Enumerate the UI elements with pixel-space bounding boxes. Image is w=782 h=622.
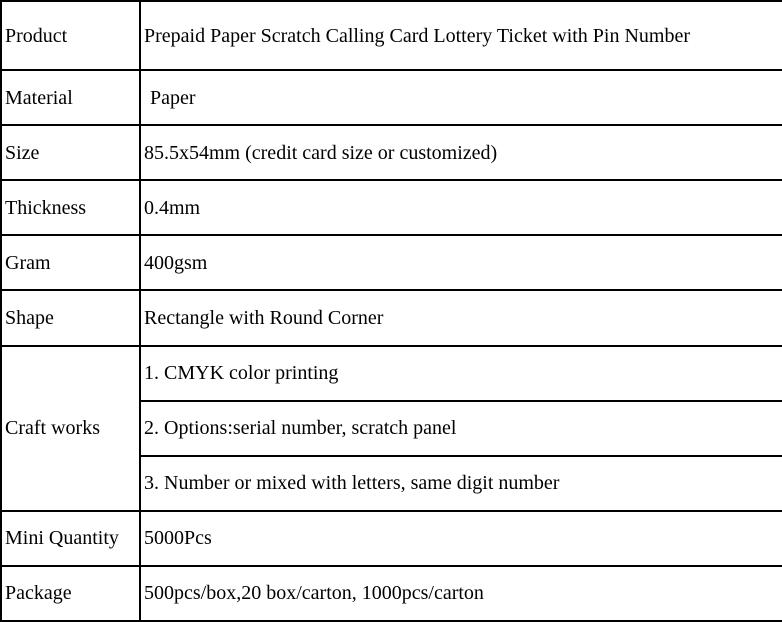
spec-row-material	[1, 70, 782, 125]
spec-row-package	[1, 566, 782, 621]
spec-value-craft-works-2: 2. Options:serial number, scratch panel	[140, 401, 782, 456]
spec-label-product: Product	[1, 1, 140, 70]
spec-value-package: 500pcs/box,20 box/carton, 1000pcs/carton	[140, 566, 782, 621]
spec-value-gram: 400gsm	[140, 235, 782, 290]
spec-label-package: Package	[1, 566, 140, 621]
spec-label-craft-works: Craft works	[1, 346, 140, 511]
spec-row-size	[1, 125, 782, 180]
spec-label-thickness: Thickness	[1, 180, 140, 235]
spec-row-craft-works-1	[1, 346, 782, 401]
spec-row-shape	[1, 290, 782, 345]
spec-value-thickness: 0.4mm	[140, 180, 782, 235]
spec-row-mini-quantity	[1, 511, 782, 566]
spec-value-craft-works-3: 3. Number or mixed with letters, same digit number	[140, 456, 782, 511]
spec-row-product	[1, 1, 782, 70]
spec-label-mini-quantity: Mini Quantity	[1, 511, 140, 566]
spec-label-gram: Gram	[1, 235, 140, 290]
spec-value-material: Paper	[140, 70, 782, 125]
spec-value-product: Prepaid Paper Scratch Calling Card Lottery Ticket with Pin Number	[140, 1, 782, 70]
spec-row-gram	[1, 235, 782, 290]
spec-value-size: 85.5x54mm (credit card size or customized)	[140, 125, 782, 180]
spec-label-shape: Shape	[1, 290, 140, 345]
spec-value-shape: Rectangle with Round Corner	[140, 290, 782, 345]
spec-value-craft-works-1: 1. CMYK color printing	[140, 346, 782, 401]
spec-row-thickness	[1, 180, 782, 235]
spec-label-size: Size	[1, 125, 140, 180]
spec-label-material: Material	[1, 70, 140, 125]
spec-value-mini-quantity: 5000Pcs	[140, 511, 782, 566]
